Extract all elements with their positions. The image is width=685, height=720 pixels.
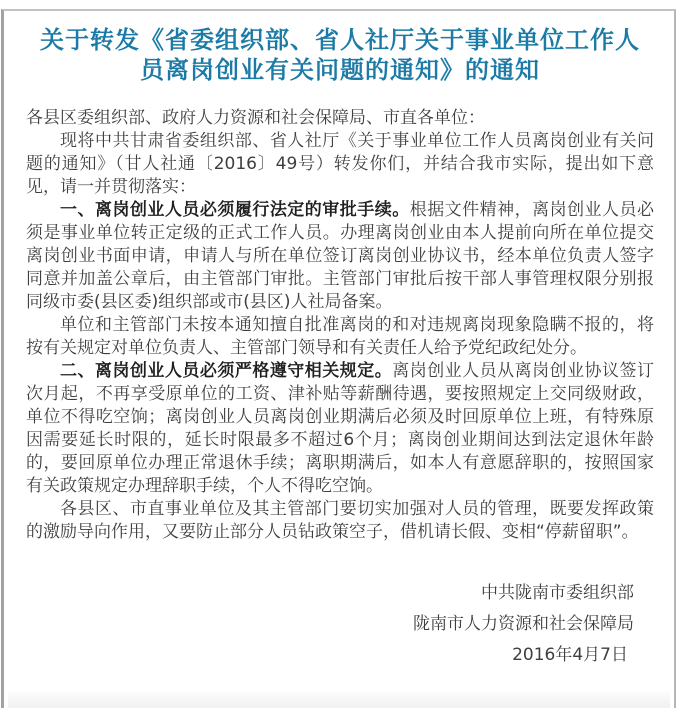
scan-artifact-strip xyxy=(8,691,670,708)
section-heading-bold: 一、离岗创业人员必须履行法定的审批手续。 xyxy=(60,200,410,220)
signature-org-1: 中共陇南市委组织部 xyxy=(481,583,634,603)
section-heading-bold: 二、离岗创业人员必须严格遵守相关规定。 xyxy=(60,361,393,381)
paragraph-closing xyxy=(26,498,654,544)
paragraph-section-2 xyxy=(26,360,654,498)
document-content xyxy=(4,11,674,671)
document-page xyxy=(1,9,676,708)
signature-block xyxy=(26,578,654,671)
paragraph-text: 现将中共甘肃省委组织部、省人社厅《关于事业单位工作人员离岗创业有关问题的通知》（甘人社通〔2016〕49号）转发你们，并结合我市实际，提出如下意见，请一并贯彻落实： xyxy=(26,131,654,197)
paragraph-section-1 xyxy=(26,199,654,314)
paragraph-intro xyxy=(26,130,654,199)
paragraph-text: 根据文件精神，离岗创业人员必须是事业单位转正定级的正式工作人员。办理离岗创业由本人提前向所在单位提交离岗创业书面申请，申请人与所在单位签订离岗创业协议书，经本单位负责人签字同意并加盖公章后，由主管部门审批。主管部门审批后按干部人事管理权限分别报同级市委(县区委)组织部或市(县区)人社局备案。 xyxy=(26,200,655,312)
document-title: 关于转发《省委组织部、省人社厅关于事业单位工作人员离岗创业有关问题的通知》的通知 xyxy=(40,26,640,84)
salutation-line: 各县区委组织部、政府人力资源和社会保障局、市直各单位： xyxy=(26,108,485,128)
paragraph-penalty xyxy=(26,314,654,360)
paragraph-text: 单位和主管部门未按本通知擅自批准离岗的和对违规离岗现象隐瞒不报的，将按有关规定对单位负责人、主管部门领导和有关责任人给予党纪政纪处分。 xyxy=(26,315,654,358)
signature-org-2: 陇南市人力资源和社会保障局 xyxy=(413,614,634,634)
paragraph-text: 离岗创业人员从离岗创业协议签订次月起，不再享受原单位的工资、津补贴等薪酬待遇，要按照规定上交同级财政，单位不得吃空饷；离岗创业人员离岗创业期满后必须及时回原单位上班，有特殊原因需要延长时限的，延长时限最多不超过6个月；离岗创业期间达到法定退休年龄的，要回原单位办理正常退休手续；离职期满后，如本人有意愿辞职的，按照国家有关政策规定办理辞职手续，个人不得吃空饷。 xyxy=(26,361,655,496)
paragraph-text: 各县区、市直事业单位及其主管部门要切实加强对人员的管理，既要发挥政策的激励导向作用，又要防止部分人员钻政策空子，借机请长假、变相“停薪留职”。 xyxy=(26,499,654,542)
signature-date: 2016年4月7日 xyxy=(512,645,628,665)
document-body xyxy=(26,107,654,544)
